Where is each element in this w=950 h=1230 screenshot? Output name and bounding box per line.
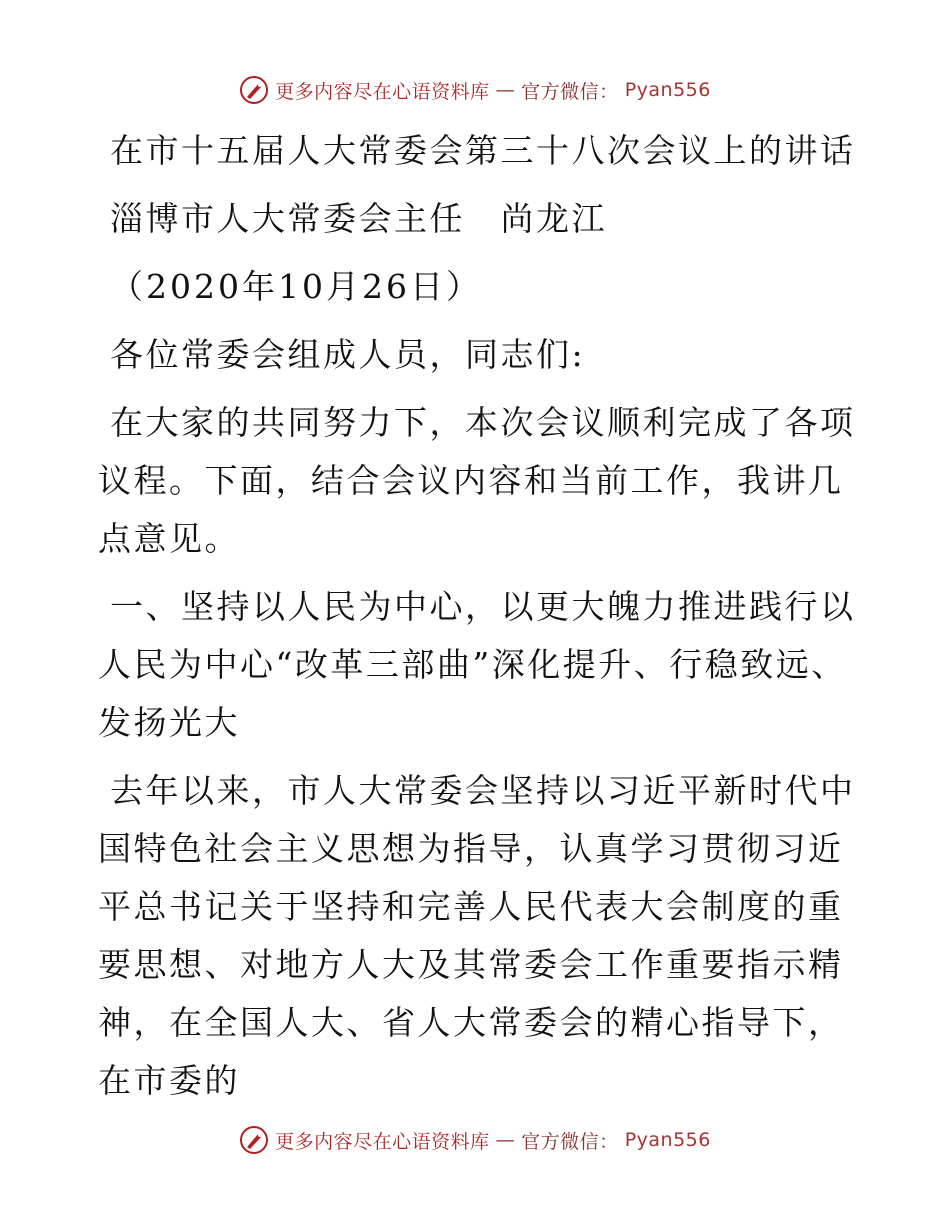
- watermark-text: 更多内容尽在心语资料库: [275, 80, 490, 103]
- watermark-wechat-label: 官方微信：: [521, 1130, 619, 1153]
- pen-nib-logo-icon: [239, 75, 269, 105]
- watermark-separator: —: [495, 79, 516, 101]
- document-title: 在市十五届人大常委会第三十八次会议上的讲话: [110, 131, 856, 170]
- watermark-wechat-label: 官方微信：: [521, 80, 619, 103]
- watermark-text: 更多内容尽在心语资料库: [275, 1130, 490, 1153]
- watermark-footer: [0, 1120, 950, 1160]
- document-body: [98, 122, 858, 1120]
- date-line: （2020年10月26日）: [110, 267, 482, 306]
- paragraph-1: 在大家的共同努力下，本次会议顺利完成了各项议程。下面，结合会议内容和当前工作，我讲几点意见。: [98, 403, 856, 558]
- section-heading-1: 一、坚持以人民为中心，以更大魄力推进践行以人民为中心“改革三部曲”深化提升、行稳致远、发扬光大: [98, 587, 856, 742]
- salutation: 各位常委会组成人员，同志们:: [110, 335, 586, 374]
- paragraph-2: 去年以来，市人大常委会坚持以习近平新时代中国特色社会主义思想为指导，认真学习贯彻习近平总书记关于坚持和完善人民代表大会制度的重要思想、对地方人大及其常委会工作重要指示精神，在全国人大、省人大常委会的精心指导下，在市委的: [98, 771, 856, 1100]
- watermark-wechat-id: Pyan556: [624, 79, 711, 101]
- author-line: 淄博市人大常委会主任 尚龙江: [110, 199, 607, 238]
- watermark-header: [0, 70, 950, 110]
- watermark-wechat-id: Pyan556: [624, 1129, 711, 1151]
- pen-nib-logo-icon: [239, 1125, 269, 1155]
- watermark-separator: —: [495, 1129, 516, 1151]
